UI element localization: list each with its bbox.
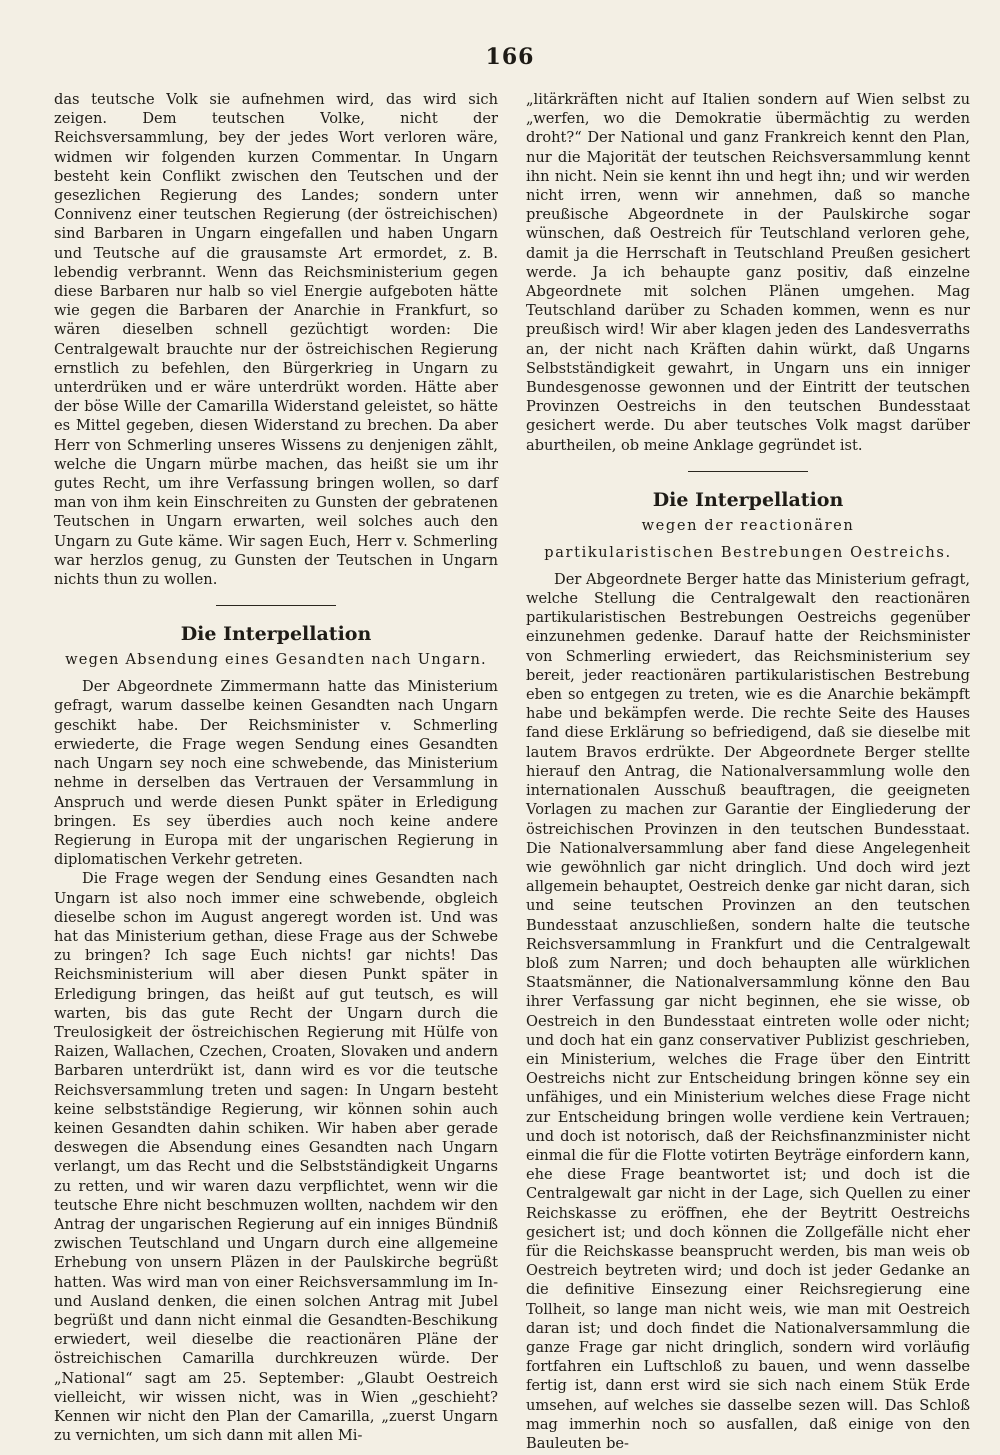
section-title: Die Interpellation — [652, 488, 844, 511]
article-paragraph: Die Frage wegen der Sendung eines Gesandten nach Ungarn ist also noch immer eine schwebende, obgleich dieselbe schon im August angeregt worden ist. Und was hat das Ministerium gethan, diese Frage aus der Schwebe zu bringen? Ich sage Euch nichts! gar nichts! Das Reichsministerium will aber diesen Punkt später in Erledigung bringen, das heißt auf gut teutsch, es will warten, bis das gute Recht der Ungarn durch die Treulosigkeit der östreichischen Regierung mit Hülfe von Raizen, Wallachen, Czechen, Croaten, Slovaken und andern Barbaren unterdrükt ist, dann wird es vor die teutsche Reichsversammlung treten und sagen: In Ungarn besteht keine selbstständige Regierung, wir können sohin auch keinen Gesandten dahin schiken. Wir haben aber gerade deswegen die Absendung eines Gesandten nach Ungarn verlangt, um das Recht und die Selbstständigkeit Ungarns zu retten, und wir waren dazu verpflichtet, wenn wir die teutsche Ehre nicht beschmuzen wollten, nachdem wir den Antrag der ungarischen Regierung auf ein inniges Bündniß zwischen Teutschland und Ungarn durch eine allgemeine Erhebung von unsern Pläzen in der Paulskirche begrüßt hatten. Was wird man von einer Reichsversammlung im In- und Ausland denken, die einen solchen Antrag mit Jubel begrüßt und dann nicht einmal die Gesandten-Beschikung erwiedert, weil dieselbe die reactionären Pläne der östreichischen Camarilla durchkreuzen würde. Der „National“ sagt am 25. September: „Glaubt Oestreich vielleicht, wir wissen nicht, was in Wien „geschieht? Kennen wir nicht den Plan der Camarilla, „zuerst Ungarn zu vernichten, um sich dann mit allen Mi- — [54, 870, 498, 1445]
section-subtitle-line2: partikularistischen Bestrebungen Oestreichs. — [544, 543, 952, 561]
article-paragraph: Der Abgeordnete Berger hatte das Ministerium gefragt, welche Stellung die Centralgewalt den reactionären partikularistischen Bestrebungen Oestreichs gegenüber einzunehmen gedenke. Darauf hatte der Reichsminister von Schmerling erwiedert, das Reichsministerium sey bereit, jeder reactionären partikularistischen Bestrebung eben so entgegen zu treten, wie es die Anarchie bekämpft habe und bekämpfen werde. Die rechte Seite des Hauses fand diese Erklärung so befriedigend, daß sie dieselbe mit lautem Bravos erdrükte. Der Abgeordnete Berger stellte hierauf den Antrag, die Nationalversammlung wolle den internationalen Ausschuß beauftragen, die geeigneten Vorlagen zu machen zur Garantie der Eingliederung der östreichischen Provinzen in den teutschen Bundesstaat. Die Nationalversammlung aber fand diese Angelegenheit wie gewöhnlich gar nicht dringlich. Und doch wird jezt allgemein behauptet, Oestreich denke gar nicht daran, sich und seine teutschen Provinzen an den teutschen Bundesstaat anzuschließen, sondern halte die teutsche Reichsversammlung in Frankfurt und die Centralgewalt bloß zum Narren; und doch behaupten alle würklichen Staatsmänner, die Nationalversammlung könne den Bau ihrer Verfassung gar nicht beginnen, ehe sie wisse, ob Oestreich in den Bundesstaat eintreten wolle oder nicht; und doch hat ein ganz conservativer Publizist geschrieben, ein Ministerium, welches die Frage über den Eintritt Oestreichs nicht zur Entscheidung bringen könne sey ein unfähiges, und ein Ministerium welches diese Frage nicht zur Entscheidung bringen wolle verdiene kein Vertrauen; und doch ist notorisch, daß der Reichsfinanzminister nicht einmal die für die Flotte votirten Beyträge einfordern kann, ehe diese Frage beantwortet ist; und doch ist die Centralgewalt gar nicht in der Lage, sich Quellen zu einer Reichskasse zu eröffnen, ehe der Beytritt Oestreichs gesichert ist; und doch können die Zollgefälle nicht eher für die Reichskasse beansprucht werden, bis man weis ob Oestreich beytreten wird; und doch ist jeder Gedanke an die definitive Einsezung einer Reichsregierung eine Tollheit, so lange man nicht weis, wie man mit Oestreich daran ist; und doch findet die Nationalversammlung die ganze Frage gar nicht dringlich, sondern wird vorläufig fortfahren ein Luftschloß zu bauen, und wenn dasselbe fertig ist, dann erst wird sie sich nach einem Stük Erde umsehen, auf welches sie dasselbe sezen will. Das Schloß mag immerhin noch so ausfallen, daß einige von den Bauleuten be- — [526, 570, 970, 1452]
intro-paragraph: das teutsche Volk sie aufnehmen wird, das wird sich zeigen. Dem teutschen Volke, nicht der Reichsversammlung, bey der jedes Wort verloren wäre, widmen wir folgenden kurzen Commentar. In Ungarn besteht kein Conflikt zwischen den Teutschen und der gesezlichen Regierung des Landes; sondern unter Connivenz einer teutschen Regierung (der östreichischen) sind Barbaren in Ungarn eingefallen und haben Ungarn und Teutsche auf die grausamste Art ermordet, z. B. lebendig verbrannt. Wenn das Reichsministerium gegen diese Barbaren nur halb so viel Energie aufgeboten hätte wie gegen die Barbaren der Anarchie in Frankfurt, so wären dieselben schnell gezüchtigt worden: Die Centralgewalt brauchte nur der östreichischen Regierung ernstlich zu befehlen, den Bürgerkrieg in Ungarn zu unterdrüken und er wäre unterdrükt worden. Hätte aber der böse Wille der Camarilla Widerstand geleistet, so hätte es Mittel gegeben, diesen Widerstand zu brechen. Da aber Herr von Schmerling unseres Wissens zu denjenigen zählt, welche die Ungarn mürbe machen, das heißt sie um ihr gutes Recht, um ihre Verfassung bringen wollen, so darf man von ihm kein Einschreiten zu Gunsten der gebratenen Teutschen in Ungarn erwarten, weil solches auch den Ungarn zu Gute käme. Wir sagen Euch, Herr v. Schmerling war herzlos genug, zu Gunsten der Teutschen in Ungarn nichts thun zu wollen. — [54, 91, 498, 589]
section-divider — [688, 471, 808, 472]
page-number: 166 — [485, 44, 535, 70]
article-paragraph: Der Abgeordnete Zimmermann hatte das Ministerium gefragt, warum dasselbe keinen Gesandten nach Ungarn geschikt habe. Der Reichsminister v. Schmerling erwiederte, die Frage wegen Sendung eines Gesandten nach Ungarn sey noch eine schwebende, das Ministerium nehme in derselben das Vertrauen der Versammlung in Anspruch und werde diesen Punkt später in Erledigung bringen. Es sey überdies auch noch keine andere Regierung in Europa mit der ungarischen Regierung in diplomatischen Verkehr getreten. — [54, 678, 498, 869]
right-column — [526, 90, 970, 1453]
section-subtitle-line1: wegen der reactionären — [641, 516, 855, 534]
section-title: Die Interpellation — [180, 623, 372, 646]
section-subtitle: wegen Absendung eines Gesandten nach Ungarn. — [65, 651, 487, 669]
continuation-paragraph: „litärkräften nicht auf Italien sondern auf Wien selbst zu „werfen, wo die Demokratie übermächtig zu werden droht?“ Der National und ganz Frankreich kennt den Plan, nur die Majorität der teutschen Reichsversammlung kennt ihn nicht. Nein sie kennt ihn und hegt ihn; und wir werden nicht irren, wenn wir annehmen, daß so manche preußische Abgeordnete in der Paulskirche sogar wünschen, daß Oestreich für Teutschland verloren gehe, damit ja die Herrschaft in Teutschland Preußen gesichert werde. Ja ich behaupte ganz positiv, daß einzelne Abgeordnete mit solchen Plänen umgehen. Mag Teutschland darüber zu Schaden kommen, wenn es nur preußisch wird! Wir aber klagen jeden des Landesverraths an, der nicht nach Kräften dahin würkt, daß Ungarns Selbstständigkeit gewahrt, in Ungarn uns ein inniger Bundesgenosse gewonnen und der Eintritt der teutschen Provinzen Oestreichs in den teutschen Bundesstaat gesichert werde. Du aber teutsches Volk magst darüber aburtheilen, ob meine Anklage gegründet ist. — [526, 91, 970, 454]
section-divider — [216, 605, 336, 606]
left-column — [54, 90, 498, 1445]
